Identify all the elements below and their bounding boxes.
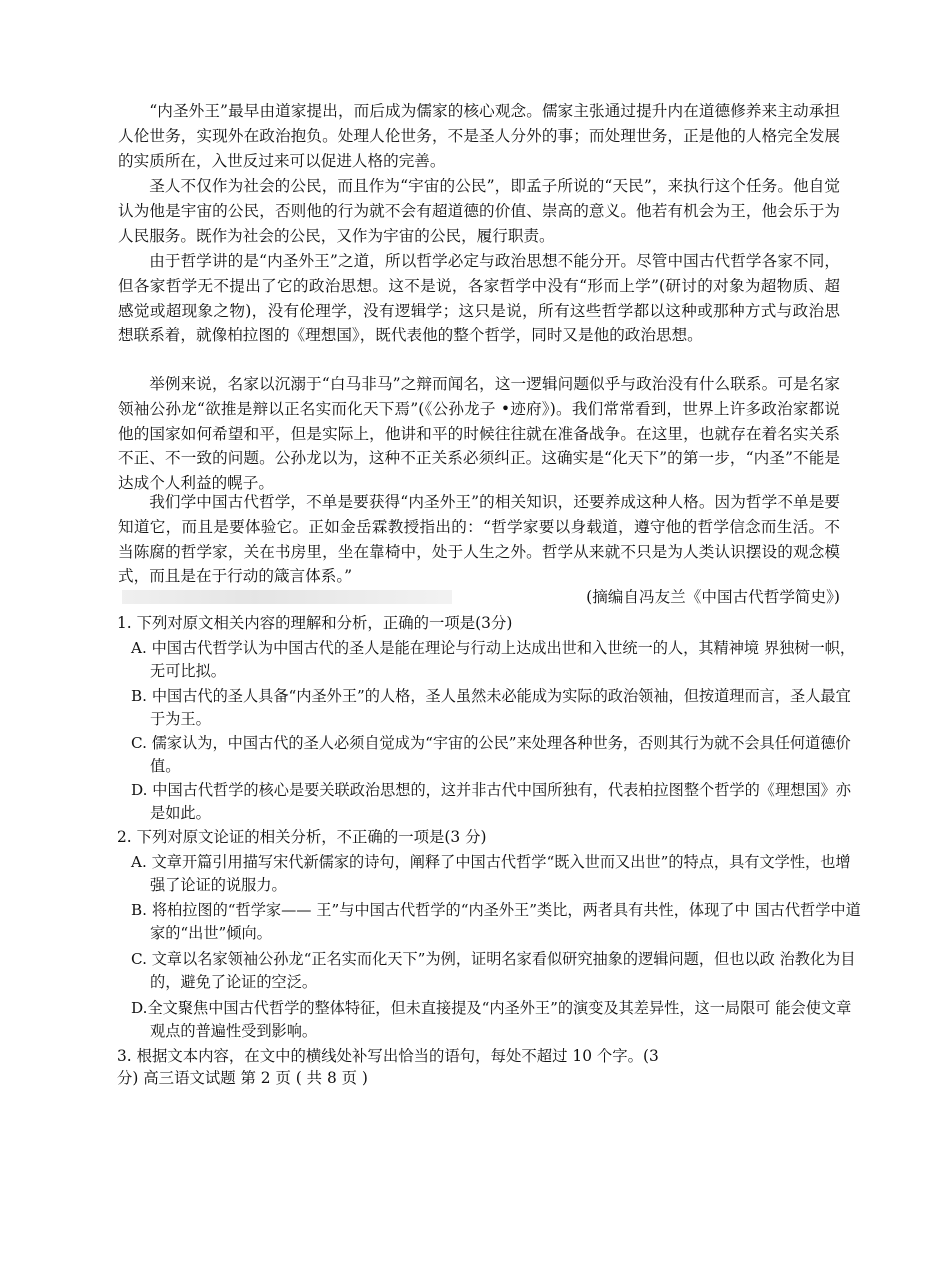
question-1-option-b: B. 中国古代的圣人具备“内圣外王”的人格，圣人虽然未必能成为实际的政治领袖，但按道理而言，圣人最宜于为王。 (131, 687, 851, 728)
question-2-option-b: B. 将柏拉图的“哲学家—— 王”与中国古代哲学的“内圣外王”类比，两者具有共性，体现了中 国古代哲学中道家的“出世”倾向。 (131, 901, 861, 942)
page-footer: 分) 高三语文试题 第 2 页 ( 共 8 页 ) (117, 1069, 368, 1087)
question-1-option-c: C. 儒家认为，中国古代的圣人必须自觉成为“宇宙的公民”来处理各种世务，否则其行为就不会具任何道德价值。 (131, 734, 851, 775)
question-1-option-a: A. 中国古代哲学认为中国古代的圣人是能在理论与行动上达成出世和入世统一的人，其精神境 界独树一帜，无可比拟。 (131, 639, 856, 680)
question-2-option-d: D.全文聚焦中国古代哲学的整体特征，但未直接提及“内圣外王”的演变及其差异性，这一局限可 能会使文章观点的普遍性受到影响。 (131, 999, 852, 1040)
passage-paragraph-1: “内圣外王”最早由道家提出，而后成为儒家的核心观念。儒家主张通过提升内在道德修养来主动承担人伦世务，实现外在政治抱负。处理人伦世务，不是圣人分外的事；而处理世务，正是他的人格完全发展的实质所在，入世反过来可以促进人格的完善。 (118, 102, 840, 170)
question-3-stem: 3. 根据文本内容，在文中的横线处补写出恰当的语句，每处不超过 10 个字。(3 (117, 1047, 659, 1065)
question-2-option-a: A. 文章开篇引用描写宋代新儒家的诗句，阐释了中国古代哲学“既入世而又出世”的特点，具有文学性，也增强了论证的说服力。 (131, 853, 851, 894)
passage-paragraph-5: 我们学中国古代哲学，不单是要获得“内圣外王”的相关知识，还要养成这种人格。因为哲学不单是要知道它，而且是要体验它。正如金岳霖教授指出的：“哲学家要以身载道，遵守他的哲学信念而生活。不当陈腐的哲学家，关在书房里，坐在靠椅中，处于人生之外。哲学从来就不只是为人类认识摆设的观念模式，而且是在于行动的箴言体系。” (118, 493, 840, 586)
passage-paragraph-2: 圣人不仅作为社会的公民，而且作为“宇宙的公民”，即孟子所说的“天民”，来执行这个任务。他自觉认为他是宇宙的公民，否则他的行为就不会有超道德的价值、崇高的意义。他若有机会为王，他会乐于为人民服务。既作为社会的公民，又作为宇宙的公民，履行职责。 (118, 177, 840, 245)
passage-paragraph-4: 举例来说，名家以沉溺于“白马非马”之辩而闻名，这一逻辑问题似乎与政治没有什么联系。可是名家领袖公孙龙“欲推是辩以正名实而化天下焉”(《公孙龙子 •迹府》)。我们常常看到，世界上许多政治家都说他的国家如何希望和平，但是实际上，他讲和平的时候往往就在准备战争。在这里，也就存在着名实关系不正、不一致的问题。公孙龙以为，这种不正关系必须纠正。这确实是“化天下”的第一步，“内圣”不能是达成个人利益的幌子。 (118, 375, 840, 493)
question-2-stem: 2. 下列对原文论证的相关分析，不正确的一项是(3 分) (117, 828, 487, 846)
question-1-option-d: D. 中国古代哲学的核心是要关联政治思想的，这并非古代中国所独有，代表柏拉图整个哲学的《理想国》亦是如此。 (131, 781, 851, 822)
question-2-option-c: C. 文章以名家领袖公孙龙“正名实而化天下”为例，证明名家看似研究抽象的逻辑问题，但也以政 治教化为目的，避免了论证的空泛。 (131, 950, 856, 991)
passage-source: (摘编自冯友兰《中国古代哲学简史》) (586, 588, 840, 606)
question-1-stem: 1. 下列对原文相关内容的理解和分析，正确的一项是(3分) (117, 614, 513, 632)
passage-paragraph-3: 由于哲学讲的是“内圣外王”之道，所以哲学必定与政治思想不能分开。尽管中国古代哲学各家不同，但各家哲学无不提出了它的政治思想。这不是说，各家哲学中没有“形而上学”(研讨的对象为超物质、超感觉或超现象之物)，没有伦理学，没有逻辑学；这只是说，所有这些哲学都以这种或那种方式与政治思想联系着，就像柏拉图的《理想国》，既代表他的整个哲学，同时又是他的政治思想。 (118, 252, 840, 345)
